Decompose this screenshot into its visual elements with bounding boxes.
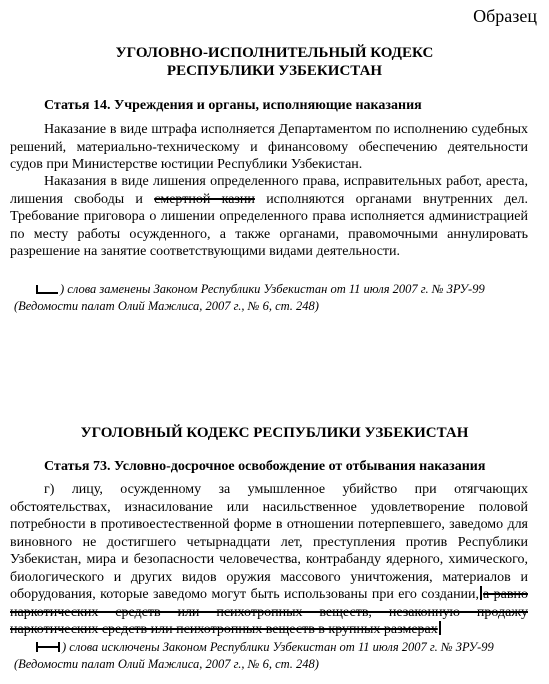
code1-note-line1: ) слова заменены Законом Республики Узбекистан от 11 июля 2007 г. № ЗРУ-99 [60,282,485,296]
bracket-close-icon [439,621,441,635]
code2-note-line1: ) слова исключены Законом Республики Узбекистан от 11 июля 2007 г. № ЗРУ-99 [62,640,494,654]
code1-paragraph-2-part2: исполняются органами внутренних дел. Требование приговора о лишении определенного права исполняется администрацией по месту работы осужденного, а также органами, правомочными аннулировать разрешение на занятие соответствующими видами деятельности. [10,191,529,259]
code1-title [0,44,549,80]
code1-title-line2: РЕСПУБЛИКИ УЗБЕКИСТАН [166,63,383,79]
code1-note-line2: (Ведомости палат Олий Мажлиса, 2007 г., № 6, ст. 248) [14,299,319,313]
code1-paragraph-2-part1: Наказания в виде лишения определенного права, исправительных работ, ареста, лишения свободы и [10,174,528,207]
code2-article-heading: Статья 73. Условно-досрочное освобождение от отбывания наказания [44,459,486,474]
deleted-marker-icon [36,642,60,652]
code2-footnote [14,639,534,673]
code2-paragraph [10,481,528,639]
code2-struck-text: а равно наркотических средств или психотропных веществ, незаконную продажу наркотических средств или психотропных веществ в крупных размерах [10,587,528,637]
code2-paragraph-main: г) лицу, осужденному за умышленное убийство при отягчающих обстоятельствах, изнасилование или насильственное удовлетворение половой потребности в противоестественной форме в отношении потерпевшего, заведомо для виновного не достигшего четырнадцати лет, преступления против Республики Узбекистан, мира и безопасности человечества, контрабанду ядерного, химического, биологического и других видов оружия массового уничтожения, материалов и оборудования, которые заведомо могут быть использованы при его создании, [10,482,528,602]
code1-footnote [14,281,534,315]
code2-title: УГОЛОВНЫЙ КОДЕКС РЕСПУБЛИКИ УЗБЕКИСТАН [80,425,469,441]
code1-title-line1: УГОЛОВНО-ИСПОЛНИТЕЛЬНЫЙ КОДЕКС [115,45,434,61]
code1-paragraph-1: Наказание в виде штрафа исполняется Департаментом по исполнению судебных решений, материально-техническому и финансовому обеспечению деятельности судов при Министерстве юстиции Республики Узбекистан. [10,122,528,172]
sample-label: Образец [473,6,537,26]
code1-article-heading: Статья 14. Учреждения и органы, исполняющие наказания [44,98,422,113]
code1-struck-text: смертной казни [154,191,255,207]
replaced-marker-icon [36,285,58,294]
bracket-open-icon [480,586,482,600]
code1-paragraph-2 [10,173,528,261]
code2-note-line2: (Ведомости палат Олий Мажлиса, 2007 г., № 6, ст. 248) [14,657,319,671]
